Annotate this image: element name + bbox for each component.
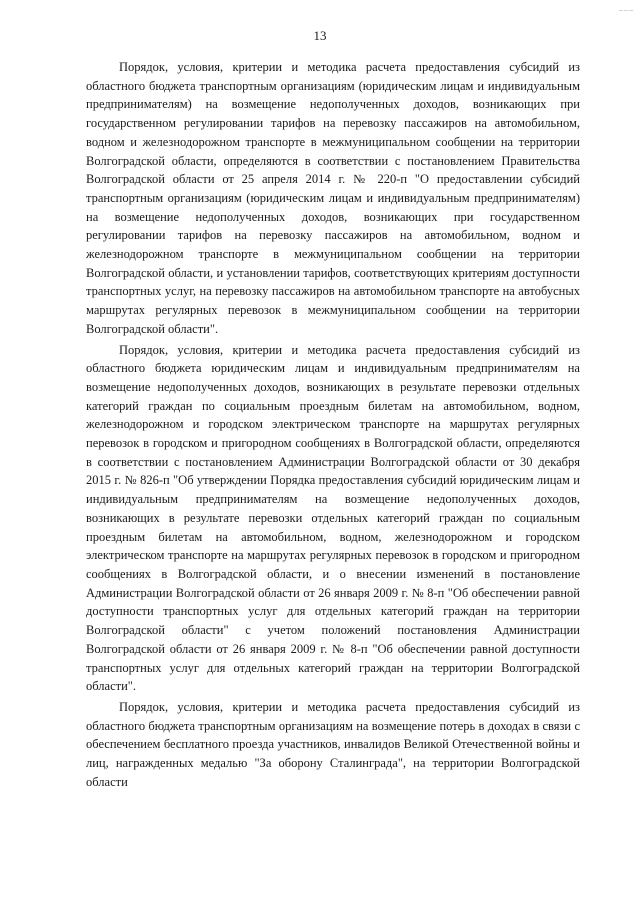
paragraph-subsidies-veterans: Порядок, условия, критерии и методика расчета предоставления субсидий из областного бюджета транспортным организациям на возмещение потерь в доходах в связи с обеспечением бесплатного проезда участников, инвалидов Великой Отечественной войны и лиц, награжденных медалью "За оборону Сталинграда", на территории Волгоградской области	[86, 699, 580, 789]
corner-mark: ___	[619, 3, 634, 12]
page-number: 13	[313, 28, 327, 43]
paragraph-subsidies-social-tickets: Порядок, условия, критерии и методика расчета предоставления субсидий из областного бюджета юридическим лицам и индивидуальным предпринимателям на возмещение недополученных доходов, возникающих в результате перевозки отдельных категорий граждан по социальным проездным билетам на автомобильном, водном, железнодорожном и городском электрическом транспорте на маршрутах регулярных перевозок в городском и пригородном сообщениях в Волгоградской области, определяются в соответствии с постановлением Администрации Волгоградской области от 30 декабря 2015 г. № 826-п "Об утверждении Порядка предоставления субсидий юридическим лицам и индивидуальным предпринимателям на возмещение недополученных доходов, возникающих в результате перевозки отдельных категорий граждан по социальным проездным билетам на автомобильном, водном, железнодорожном и городском электрическом транспорте на маршрутах регулярных перевозок в городском и пригородном сообщениях в Волгоградской области, и о внесении изменений в постановление Администрации Волгоградской области от 26 января 2009 г. № 8-п "Об обеспечении равной доступности транспортных услуг для отдельных категорий граждан на территории Волгоградской области" с учетом положений постановления Администрации Волгоградской области от 26 января 2009 г. № 8-п "Об обеспечении равной доступности транспортных услуг для отдельных категорий граждан на территории Волгоградской области".	[86, 342, 580, 694]
paragraph-subsidies-intermunicipal: Порядок, условия, критерии и методика расчета предоставления субсидий из областного бюджета транспортным организациям (юридическим лицам и индивидуальным предпринимателям) на возмещение недополученных доходов, возникающих при государственном регулировании тарифов на перевозку пассажиров на автомобильном, водном и железнодорожном транспорте в межмуниципальном сообщении на территории Волгоградской области, определяются в соответствии с постановлением Правительства Волгоградской области от 25 апреля 2014 г. № 220-п "О предоставлении субсидий транспортным организациям (юридическим лицам и индивидуальным предпринимателям) на возмещение недополученных доходов, возникающих при государственном регулировании тарифов на перевозку пассажиров на автомобильном, водном и железнодорожном транспорте в межмуниципальном сообщении на территории Волгоградской области, и установлении тарифов, соответствующих критериям доступности транспортных услуг, на перевозку пассажиров на автомобильном транспорте на автобусных маршрутах регулярных перевозок в межмуниципальном сообщении на территории Волгоградской области".	[86, 60, 580, 336]
document-body	[86, 58, 580, 793]
